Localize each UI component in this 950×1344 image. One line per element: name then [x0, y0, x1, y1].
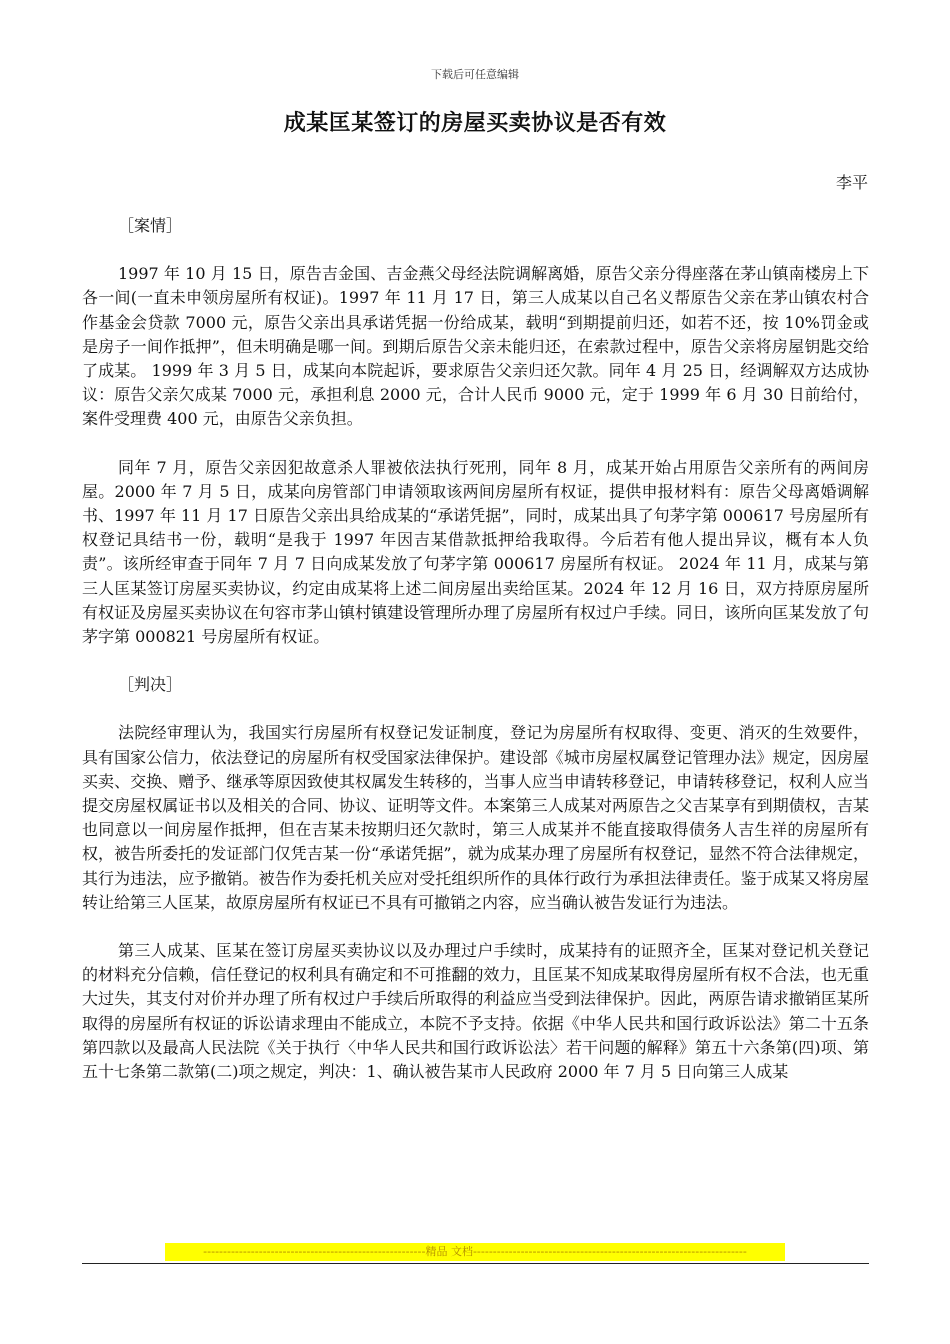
author-name: 李平 — [835, 173, 868, 192]
paragraph: 同年 7 月，原告父亲因犯故意杀人罪被依法执行死刑，同年 8 月，成某开始占用原告父亲所有的两间房屋。2000 年 7 月 5 日，成某向房管部门申请领取该两间房屋所有权证，提供申报材料有：原告父母离婚调解书、1997 年 11 月 17 日原告父亲出具给成某的“承诺凭据”，同时，成某出具了句茅字第 000617 号房屋所有权登记具结书一份，载明“是我于 1997 年因吉某借款抵押给我取得。今后若有他人提出异议，概有本人负责”。该所经审查于同年 7 月 7 日向成某发放了句茅字第 000617 房屋所有权证。 2024 年 11 月，成某与第三人匡某签订房屋买卖协议，约定由成某将上述二间房屋出卖给匡某。2024 年 12 月 16 日，双方持原房屋所有权证及房屋买卖协议在句容市茅山镇村镇建设管理所办理了房屋所有权过户手续。同日，该所向匡某发放了句茅字第 000821 号房屋所有权证。 — [82, 457, 869, 647]
document-title: 成某匡某签订的房屋买卖协议是否有效 — [283, 111, 667, 136]
paragraph: 法院经审理认为，我国实行房屋所有权登记发证制度，登记为房屋所有权取得、变更、消灭的生效要件，具有国家公信力，依法登记的房屋所有权受国家法律保护。建设部《城市房屋权属登记管理办法》规定，因房屋买卖、交换、赠予、继承等原因致使其权属发生转移的，当事人应当申请转移登记，申请转移登记，权利人应当提交房屋权属证书以及相关的合同、协议、证明等文件。本案第三人成某对两原告之父吉某享有到期债权，吉某也同意以一间房屋作抵押，但在吉某未按期归还欠款时，第三人成某并不能直接取得债务人吉生祥的房屋所有权，被告所委托的发证部门仅凭吉某一份“承诺凭据”，就为成某办理了房屋所有权登记，显然不符合法律规定，其行为违法，应予撤销。被告作为委托机关应对受托组织所作的具体行政行为承担法律责任。鉴于成某又将房屋转让给第三人匡某，故原房屋所有权证已不具有可撤销之内容，应当确认被告发证行为违法。 — [82, 723, 869, 912]
document-body — [82, 214, 869, 1108]
footer-banner: --------------------------------------------------------精品 文档--------------------------------------------------------------------- — [165, 1243, 785, 1261]
paragraph: 第三人成某、匡某在签订房屋买卖协议以及办理过户手续时，成某持有的证照齐全，匡某对登记机关登记的材料充分信赖，信任登记的权利具有确定和不可推翻的效力，且匡某不知成某取得房屋所有权不合法，也无重大过失，其支付对价并办理了所有权过户手续后所取得的利益应当受到法律保护。因此，两原告请求撤销匡某所取得的房屋所有权证的诉讼请求理由不能成立，本院不予支持。依据《中华人民共和国行政诉讼法》第二十五条第四款以及最高人民法院《关于执行〈中华人民共和国行政诉讼法〉若干问题的解释》第五十六条第(四)项、第五十七条第二款第(二)项之规定，判决：1、确认被告某市人民政府 2000 年 7 月 5 日向第三人成某 — [82, 941, 869, 1082]
section-heading-judgment: ［判决］ — [118, 675, 183, 695]
footer-rule — [82, 1263, 869, 1264]
section-heading-case: ［案情］ — [118, 216, 183, 235]
header-note: 下载后可任意编辑 — [431, 68, 519, 81]
paragraph: 1997 年 10 月 15 日，原告吉金国、吉金燕父母经法院调解离婚，原告父亲分得座落在茅山镇南楼房上下各一间(一直未申领房屋所有权证)。1997 年 11 月 17 日，第三人成某以自己名义帮原告父亲在茅山镇农村合作基金会贷款 7000 元，原告父亲出具承诺凭据一份给成某，载明“到期提前归还，如若不还，按 10%罚金或是房子一间作抵押”，但未明确是哪一间。到期后原告父亲未能归还，在索款过程中，原告父亲将房屋钥匙交给了成某。 1999 年 3 月 5 日，成某向本院起诉，要求原告父亲归还欠款。同年 4 月 25 日，经调解双方达成协议：原告父亲欠成某 7000 元，承担利息 2000 元，合计人民币 9000 元，定于 1999 年 6 月 30 日前给付，案件受理费 400 元，由原告父亲负担。 — [82, 264, 869, 429]
